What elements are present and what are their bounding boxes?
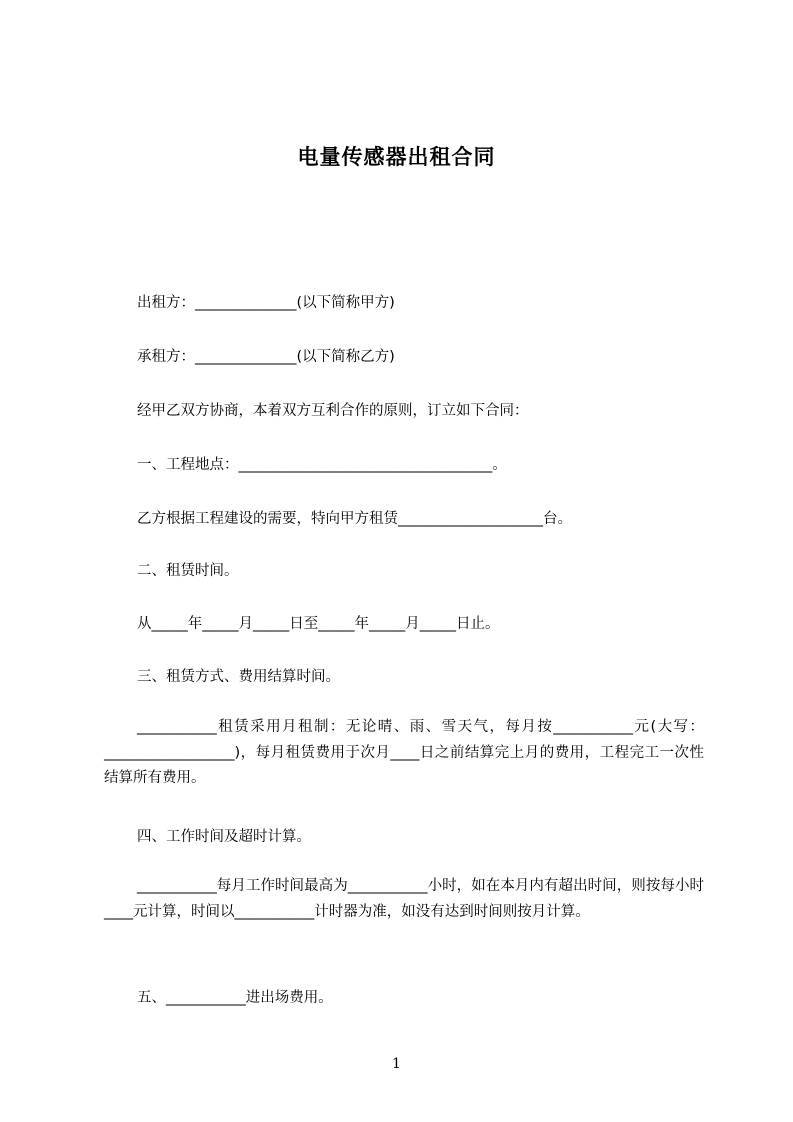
section-4-body: ___________每月工作时间最高为___________小时，如在本月内有超出时间，则按每小时____元计算，时间以___________计时器为准，如没有达到时间则按月计算。 — [104, 878, 704, 920]
section-4-heading: 四、工作时间及超时计算。 — [137, 829, 311, 845]
document-title: 电量传感器出租合同 — [297, 145, 496, 169]
section-1-body: 乙方根据工程建设的需要，特向甲方租赁____________________台。 — [137, 511, 572, 527]
page-number: 1 — [392, 1056, 401, 1072]
section-3-heading: 三、租赁方式、费用结算时间。 — [137, 669, 340, 685]
lessee-line: 承租方：______________(以下简称乙方) — [137, 349, 395, 365]
section-2-body: 从_____年_____月_____日至_____年_____月_____日止。 — [137, 616, 500, 632]
section-3-body: ___________租赁采用月租制：无论晴、雨、雪天气，每月按___________元(大写：__________________)，每月租赁费用于次月____日之前结算完上月的费用，工程完工一次性结算所有费用。 — [104, 719, 704, 786]
intro-line: 经甲乙双方协商，本着双方互利合作的原则，订立如下合同： — [137, 403, 529, 419]
section-1-heading: 一、工程地点：___________________________________。 — [137, 457, 507, 473]
section-5-heading: 五、___________进出场费用。 — [137, 990, 333, 1006]
lessor-line: 出租方：______________(以下简称甲方) — [137, 295, 395, 311]
section-2-heading: 二、租赁时间。 — [137, 563, 239, 579]
